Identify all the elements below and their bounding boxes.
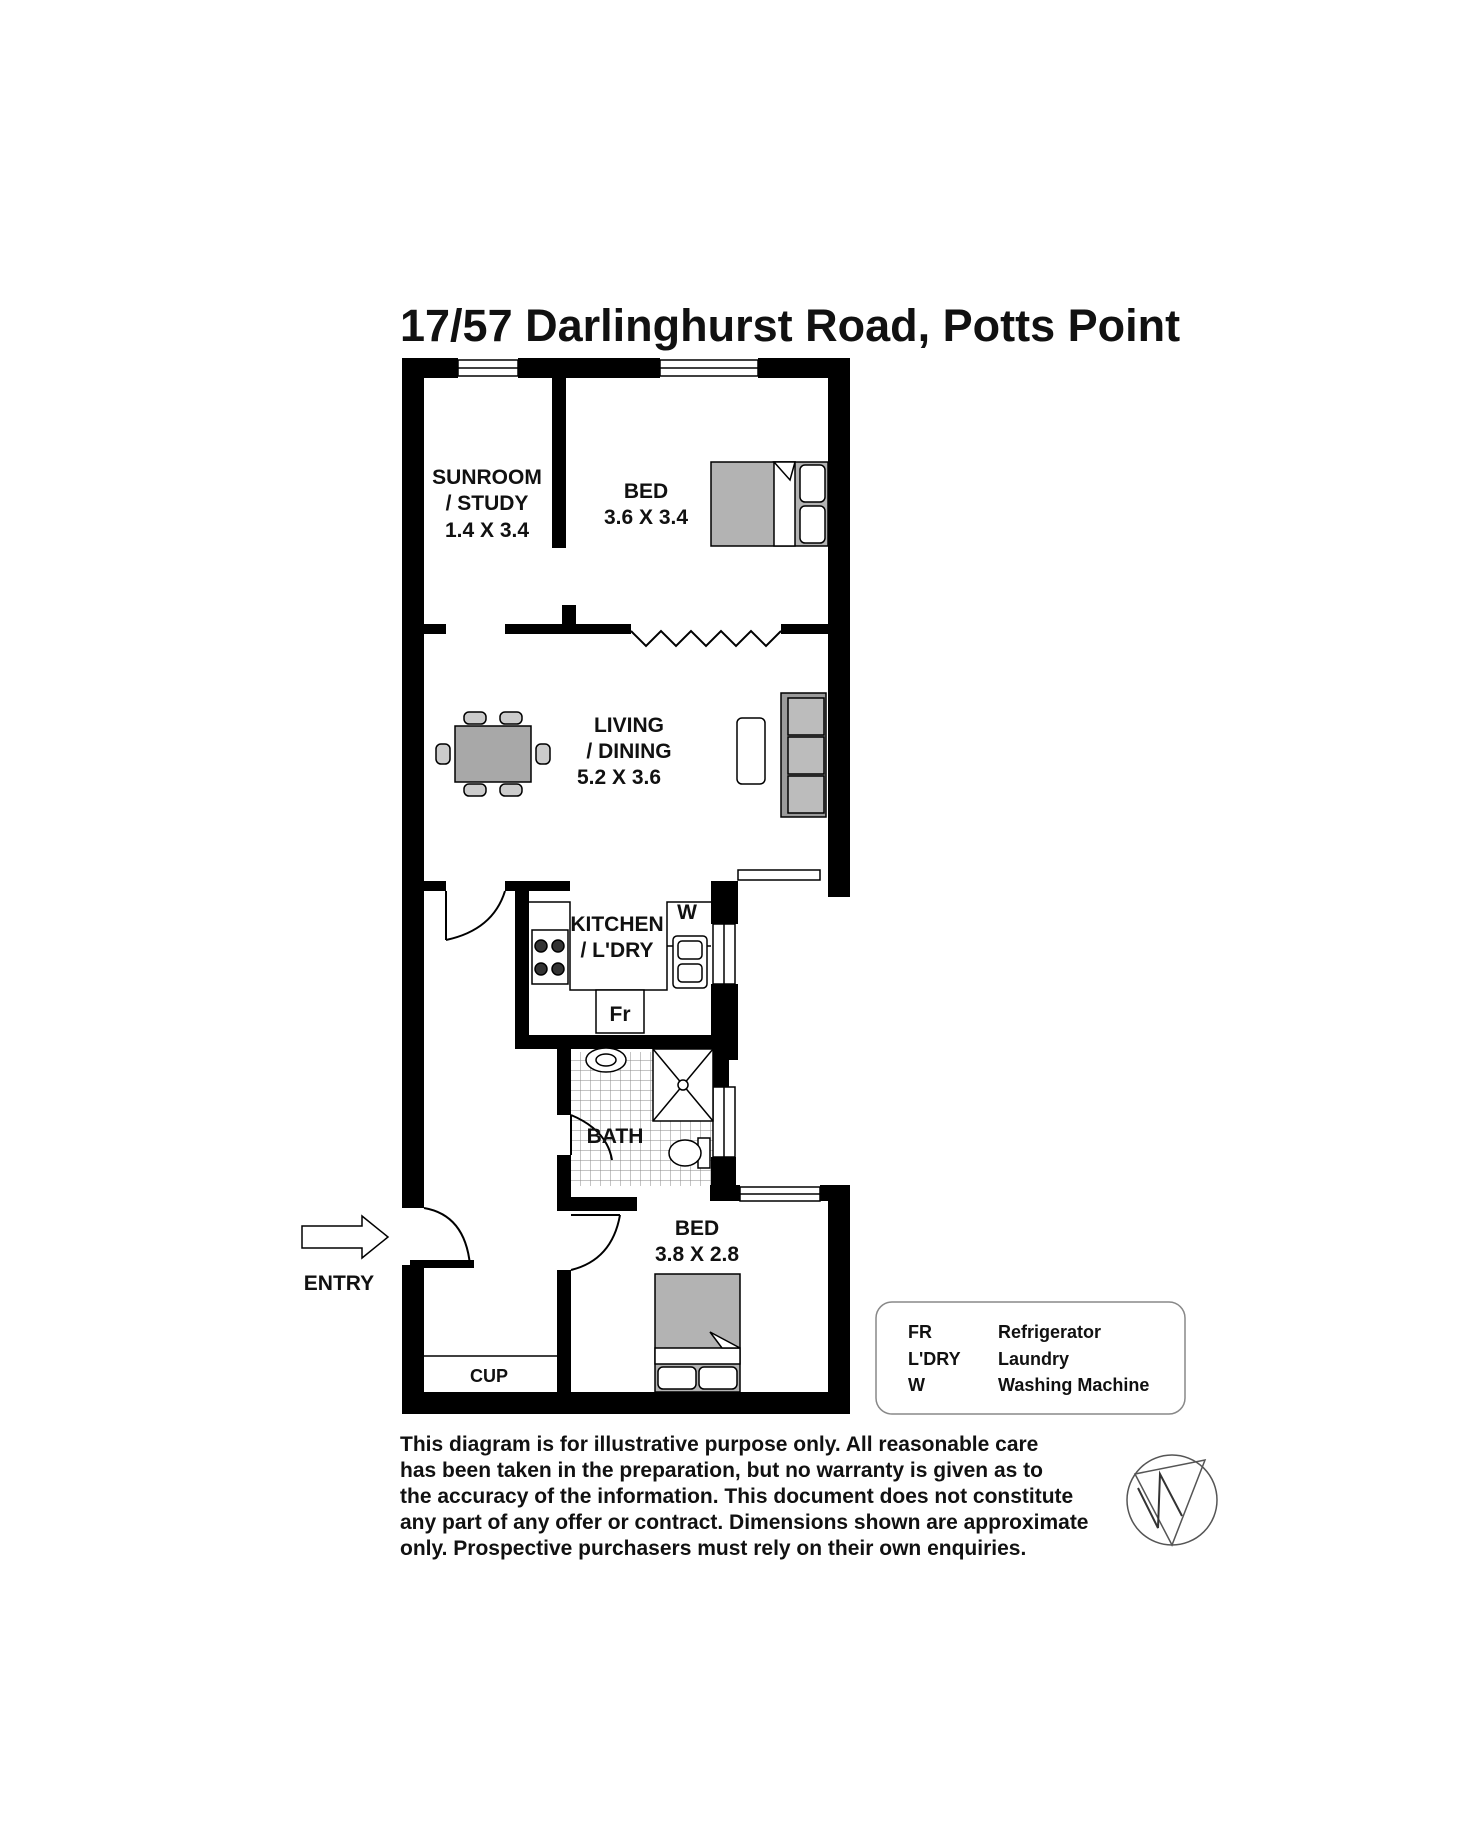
- legend-abbr-1: FR: [908, 1322, 932, 1342]
- bath-label: BATH: [586, 1125, 644, 1148]
- disclaimer-line-1: This diagram is for illustrative purpose only. All reasonable care: [400, 1433, 1039, 1456]
- bed-1-label: BED: [623, 480, 669, 503]
- living-label: LIVING: [593, 714, 665, 737]
- dining-table: [436, 712, 550, 796]
- sunroom-dimensions: 1.4 X 3.4: [444, 519, 530, 542]
- north-compass-icon: [1127, 1455, 1217, 1545]
- legend-meaning-1: Refrigerator: [998, 1322, 1102, 1342]
- kitchen-label: KITCHEN: [570, 913, 664, 936]
- fridge-label: Fr: [609, 1003, 631, 1026]
- bed-2-bed: [655, 1274, 740, 1392]
- sofa: [737, 693, 826, 817]
- legend-abbr-2: L'DRY: [908, 1349, 961, 1369]
- entry-arrow-icon: [302, 1216, 388, 1258]
- disclaimer-line-3: the accuracy of the information. This document does not constitute: [400, 1485, 1074, 1508]
- legend-abbr-3: W: [908, 1375, 925, 1395]
- disclaimer-line-2: has been taken in the preparation, but no warranty is given as to: [400, 1459, 1043, 1482]
- plan-title: 17/57 Darlinghurst Road, Potts Point: [400, 300, 1181, 351]
- bed-2-label: BED: [674, 1217, 720, 1240]
- cupboard-label: CUP: [469, 1366, 509, 1386]
- washing-machine-label: W: [677, 901, 697, 924]
- kitchen-label-line2: / L'DRY: [580, 939, 654, 962]
- living-label-line2: / DINING: [586, 740, 672, 763]
- entry-label: ENTRY: [303, 1272, 375, 1295]
- legend-meaning-3: Washing Machine: [998, 1375, 1150, 1395]
- bed-1-dimensions: 3.6 X 3.4: [603, 506, 689, 529]
- living-dimensions: 5.2 X 3.6: [576, 766, 662, 789]
- bed-1-bed: [711, 462, 828, 546]
- legend-meaning-2: Laundry: [998, 1349, 1070, 1369]
- disclaimer-line-5: only. Prospective purchasers must rely on their own enquiries.: [400, 1537, 1027, 1560]
- disclaimer-line-4: any part of any offer or contract. Dimensions shown are approximate: [400, 1511, 1089, 1534]
- bed-2-dimensions: 3.8 X 2.8: [654, 1243, 740, 1266]
- sunroom-label-line2: / STUDY: [445, 492, 529, 515]
- sunroom-label: SUNROOM: [432, 466, 542, 489]
